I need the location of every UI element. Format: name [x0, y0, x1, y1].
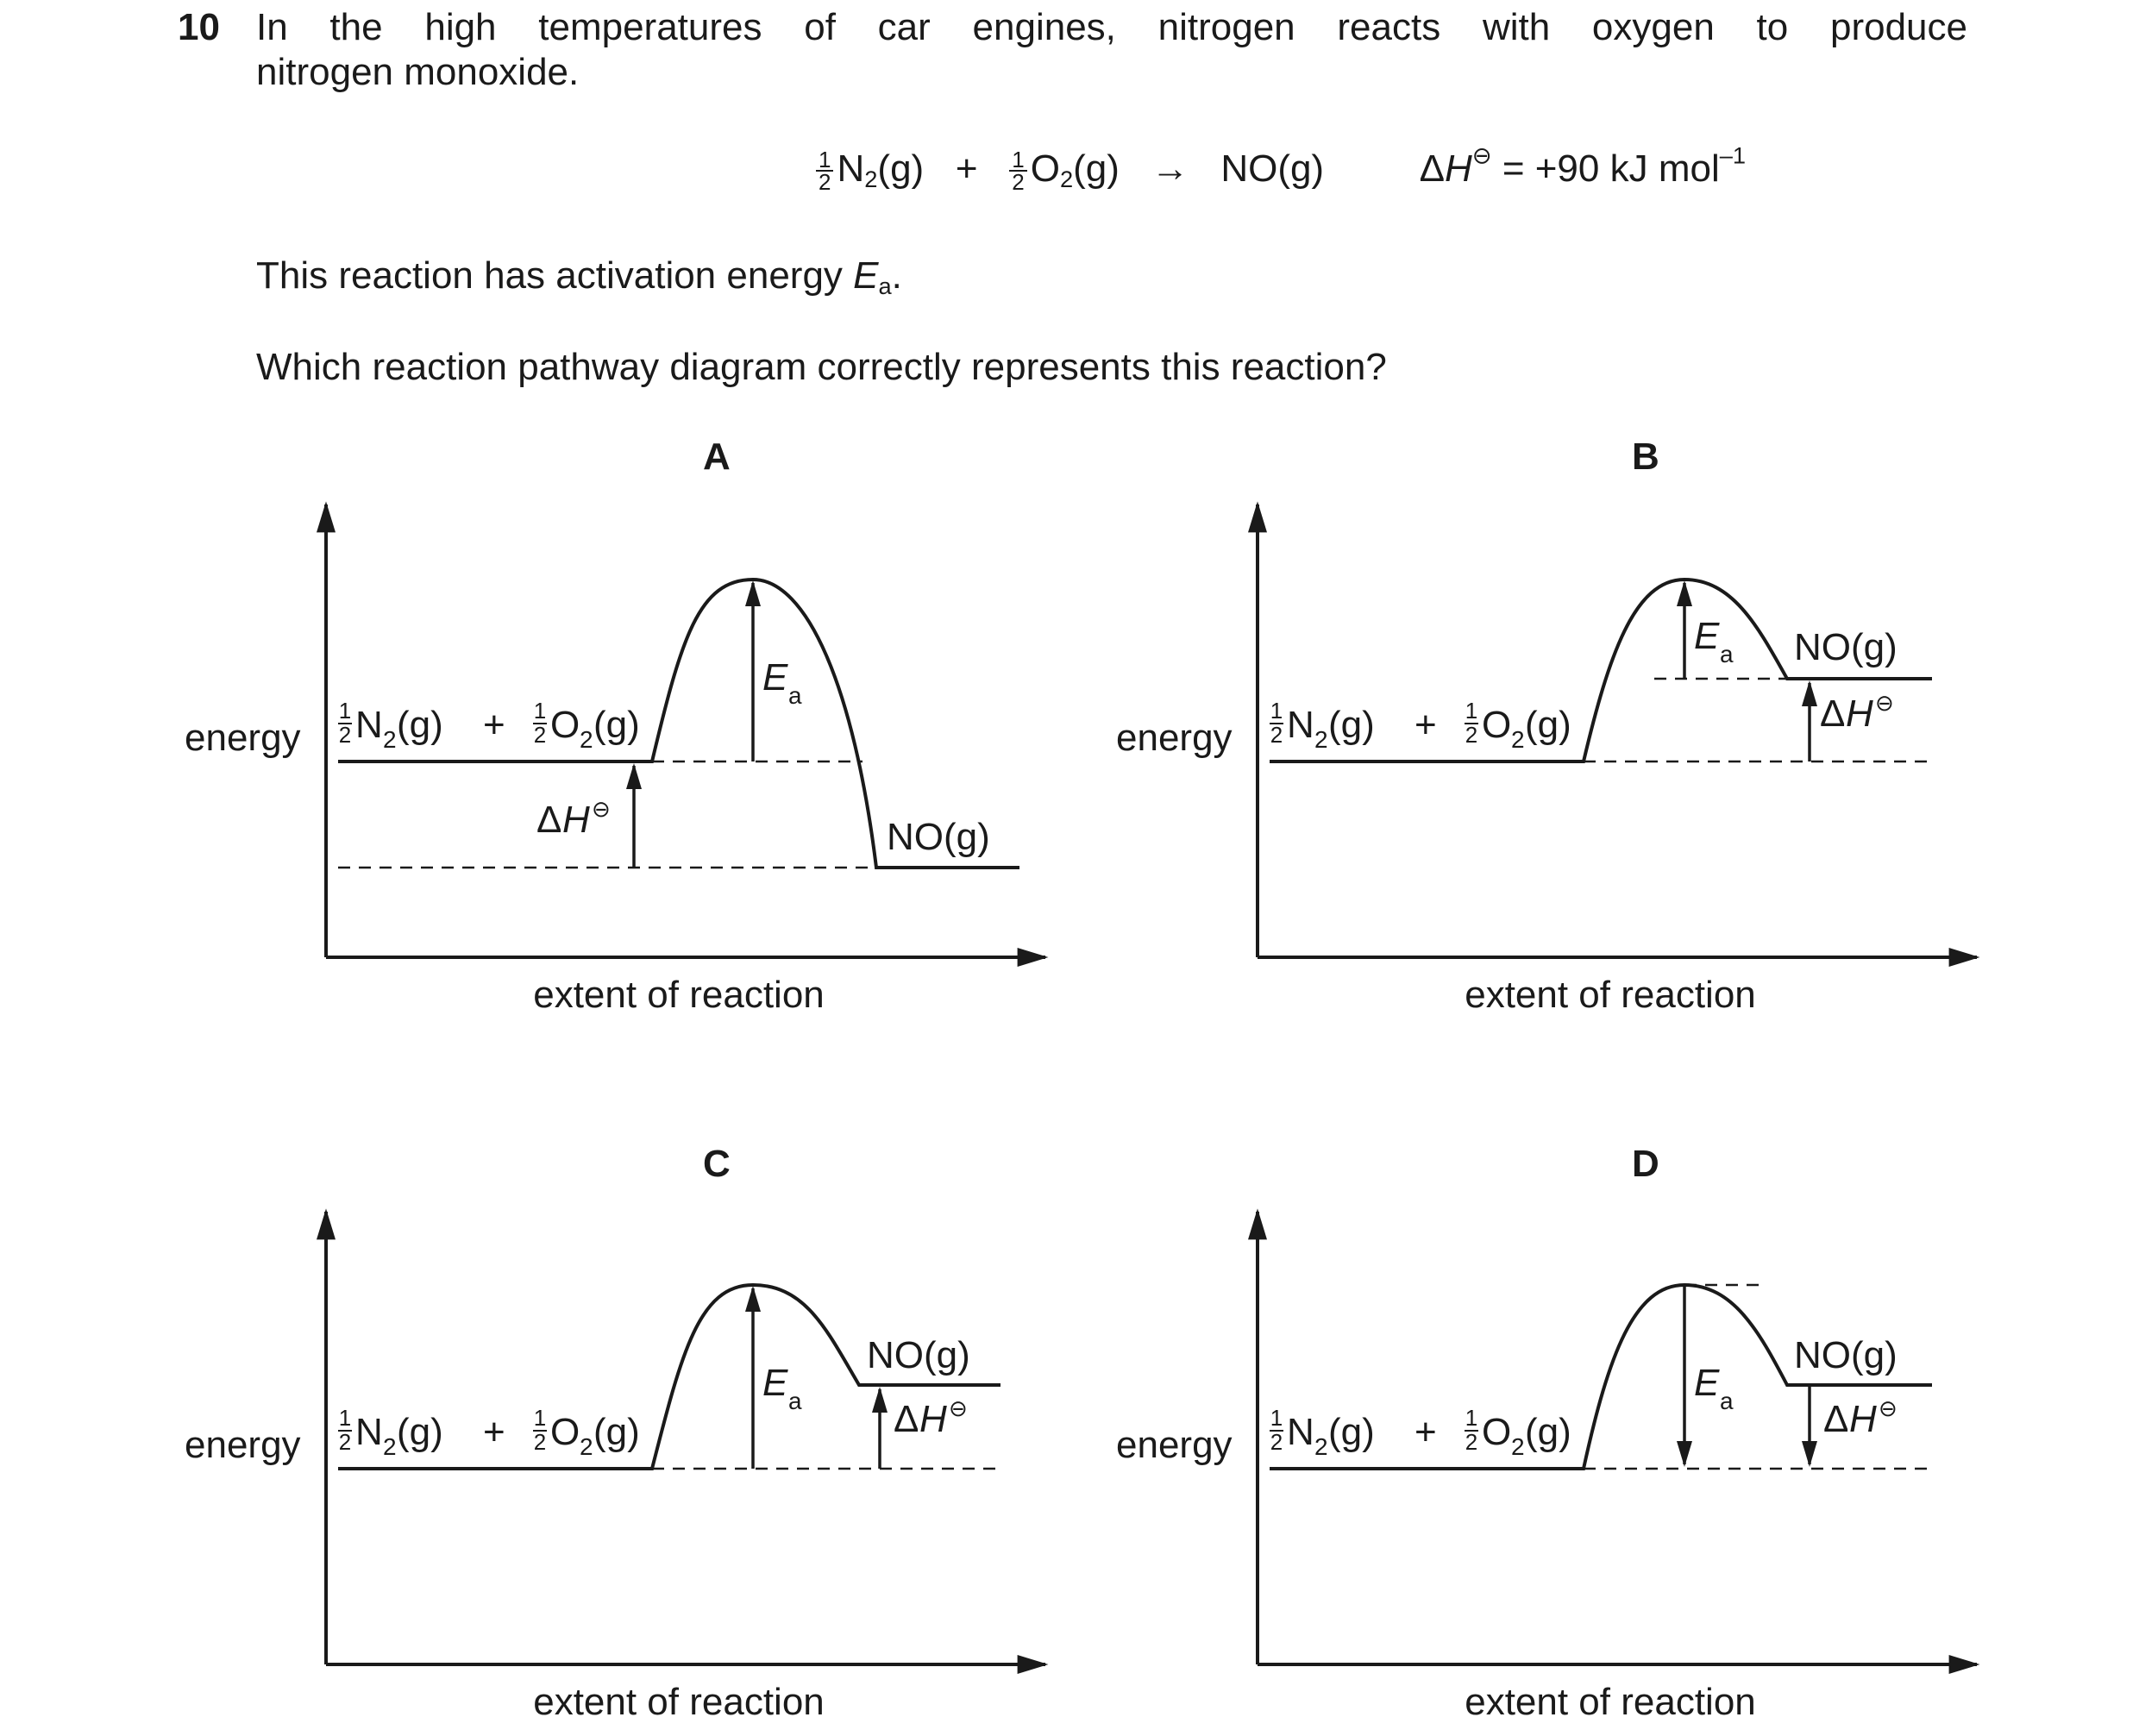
- diagram-a-energy-label: energy: [185, 717, 301, 759]
- svg-text:+: +: [1414, 704, 1437, 746]
- svg-text:Δ: Δ: [894, 1398, 919, 1440]
- svg-text:2: 2: [1270, 1429, 1283, 1455]
- diagram-c-extent-label: extent of reaction: [533, 1681, 825, 1723]
- svg-text:E: E: [762, 656, 788, 699]
- svg-text:1: 1: [338, 698, 352, 724]
- svg-text:(g): (g): [1525, 704, 1571, 746]
- diagram-b-extent-label: extent of reaction: [1465, 974, 1756, 1016]
- diagram-b-reactants-label: [1270, 698, 1571, 753]
- svg-text:⊖: ⊖: [592, 796, 611, 822]
- svg-text:2: 2: [1314, 1433, 1328, 1460]
- diagram-a-reactants-label: [338, 698, 640, 753]
- diagram-d-dh-label: [1823, 1395, 1898, 1440]
- svg-text:Δ: Δ: [536, 799, 562, 841]
- option-label-a: A: [703, 436, 731, 478]
- fraction-icon: [338, 698, 352, 748]
- diagram-c-product-label: NO(g): [867, 1334, 970, 1376]
- svg-text:2: 2: [383, 1433, 397, 1460]
- svg-text:Δ: Δ: [1823, 1398, 1849, 1440]
- svg-text:H: H: [919, 1398, 947, 1440]
- svg-text:(g): (g): [593, 1411, 640, 1453]
- svg-text:N: N: [1287, 704, 1314, 746]
- svg-text:2: 2: [1270, 722, 1283, 748]
- svg-text:⊖: ⊖: [1875, 690, 1894, 716]
- svg-text:E: E: [1694, 1362, 1720, 1404]
- svg-text:O: O: [1482, 704, 1512, 746]
- svg-text:1: 1: [1465, 698, 1478, 724]
- equation-product: NO(g): [1220, 147, 1325, 190]
- question-text-line-1: In the high temperatures of car engines, nitrogen reacts with oxygen to produce: [256, 6, 1967, 48]
- svg-text:O: O: [550, 704, 580, 746]
- diagram-d-ea-label: [1694, 1362, 1734, 1414]
- option-label-d: D: [1632, 1143, 1659, 1185]
- diagram-a-product-label: NO(g): [887, 816, 990, 858]
- svg-text:H: H: [1849, 1398, 1877, 1440]
- svg-text:a: a: [1720, 1388, 1734, 1414]
- svg-text:(g): (g): [397, 1411, 443, 1453]
- svg-text:O: O: [1482, 1411, 1512, 1453]
- diagram-a-ea-label: [762, 656, 802, 709]
- svg-text:1: 1: [1270, 698, 1283, 724]
- svg-text:2: 2: [1511, 1433, 1525, 1460]
- diagram-b-energy-label: energy: [1116, 717, 1233, 759]
- svg-text:E: E: [1694, 615, 1720, 657]
- diagram-b-ea-label: [1694, 615, 1734, 667]
- svg-text:(g): (g): [1525, 1411, 1571, 1453]
- equation-enthalpy: ΔH⊖ = +90 kJ mol$^{-1}$: [1419, 141, 1747, 190]
- fraction-icon: [1465, 1405, 1478, 1455]
- svg-text:a: a: [788, 1388, 802, 1414]
- diagram-d-reactants-label: [1270, 1405, 1571, 1460]
- svg-text:2: 2: [580, 726, 593, 753]
- svg-text:1: 1: [533, 1405, 547, 1431]
- svg-text:2: 2: [533, 722, 547, 748]
- svg-text:2: 2: [1511, 726, 1525, 753]
- svg-text:H: H: [1846, 693, 1873, 735]
- svg-text:H: H: [562, 799, 590, 841]
- svg-text:(g): (g): [1328, 704, 1375, 746]
- svg-text:E: E: [762, 1362, 788, 1404]
- fraction-icon: [533, 1405, 547, 1455]
- fraction-icon: [1270, 698, 1283, 748]
- svg-text:2: 2: [383, 726, 397, 753]
- equation-fraction-1: $\frac{1}{2}$: [816, 149, 833, 192]
- svg-text:(g): (g): [397, 704, 443, 746]
- equation-fraction-2: $\frac{1}{2}$: [1009, 149, 1026, 192]
- svg-text:2: 2: [338, 722, 352, 748]
- svg-text:(g): (g): [1328, 1411, 1375, 1453]
- fraction-icon: [1270, 1405, 1283, 1455]
- svg-text:+: +: [1414, 1411, 1437, 1453]
- fraction-icon: [533, 698, 547, 748]
- svg-text:2: 2: [580, 1433, 593, 1460]
- svg-text:(g): (g): [593, 704, 640, 746]
- option-label-b: B: [1632, 436, 1659, 478]
- svg-text:a: a: [1720, 641, 1734, 667]
- question-prompt: Which reaction pathway diagram correctly represents this reaction?: [256, 346, 1387, 388]
- diagram-c-energy-label: energy: [185, 1424, 301, 1466]
- svg-text:2: 2: [1314, 726, 1328, 753]
- question-number: 10: [178, 6, 220, 48]
- diagram-d-energy-label: energy: [1116, 1424, 1233, 1466]
- question-text-line-2: nitrogen monoxide.: [256, 51, 580, 93]
- diagram-b-product-label: NO(g): [1794, 626, 1898, 668]
- fraction-icon: [1465, 698, 1478, 748]
- svg-text:⊖: ⊖: [1879, 1395, 1898, 1421]
- reaction-equation: $\frac{1}{2}$ $N_2(g)$ + $\frac{1}{2}$ $O_2(g)$ → NO(g) ΔH⊖ = +90 kJ mol$^{-1}$: [816, 145, 1746, 204]
- fraction-icon: [338, 1405, 352, 1455]
- activation-energy-statement: This reaction has activation energy $E_a$.: [256, 254, 902, 299]
- diagram-c-reactants-label: [338, 1405, 640, 1460]
- svg-text:2: 2: [338, 1429, 352, 1455]
- svg-text:1: 1: [1270, 1405, 1283, 1431]
- svg-text:N: N: [355, 1411, 383, 1453]
- svg-text:O: O: [550, 1411, 580, 1453]
- svg-text:a: a: [788, 682, 802, 709]
- svg-text:2: 2: [533, 1429, 547, 1455]
- diagram-a-dh-label: [536, 796, 611, 841]
- svg-text:2: 2: [1465, 722, 1478, 748]
- option-label-c: C: [703, 1143, 731, 1185]
- svg-text:2: 2: [1465, 1429, 1478, 1455]
- svg-text:1: 1: [1465, 1405, 1478, 1431]
- svg-text:1: 1: [338, 1405, 352, 1431]
- diagram-d-product-label: NO(g): [1794, 1334, 1898, 1376]
- svg-text:+: +: [483, 704, 505, 746]
- diagram-c-dh-label: [894, 1395, 968, 1440]
- diagram-d-extent-label: extent of reaction: [1465, 1681, 1756, 1723]
- svg-text:1: 1: [533, 698, 547, 724]
- diagram-c-ea-label: [762, 1362, 802, 1414]
- svg-text:+: +: [483, 1411, 505, 1453]
- svg-text:N: N: [355, 704, 383, 746]
- diagram-b-dh-label: [1820, 690, 1894, 735]
- svg-text:N: N: [1287, 1411, 1314, 1453]
- diagram-a-extent-label: extent of reaction: [533, 974, 825, 1016]
- svg-text:Δ: Δ: [1820, 693, 1846, 735]
- svg-text:⊖: ⊖: [949, 1395, 968, 1421]
